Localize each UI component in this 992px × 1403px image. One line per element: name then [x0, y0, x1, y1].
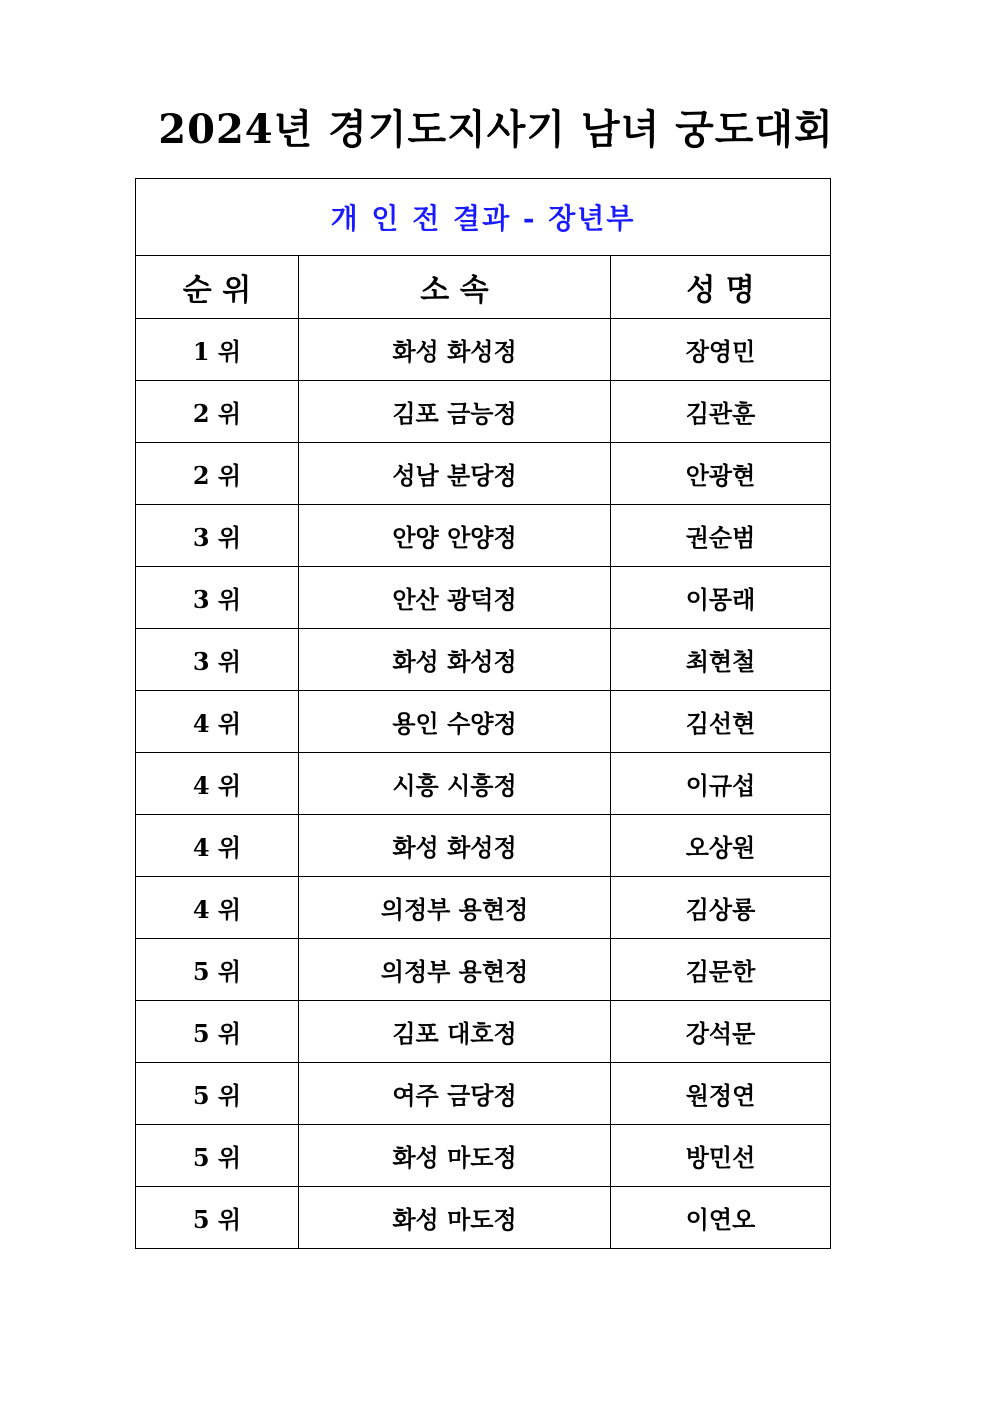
name-cell: 강석문	[611, 1001, 831, 1063]
rank-cell: 5 위	[136, 1187, 299, 1249]
affiliation-cell: 화성 화성정	[299, 629, 611, 691]
affiliation-cell: 여주 금당정	[299, 1063, 611, 1125]
name-cell: 장영민	[611, 319, 831, 381]
affiliation-cell: 용인 수양정	[299, 691, 611, 753]
name-cell: 권순범	[611, 505, 831, 567]
table-row	[136, 1187, 831, 1249]
name-cell: 김관훈	[611, 381, 831, 443]
name-cell: 원정연	[611, 1063, 831, 1125]
rank-cell: 3 위	[136, 567, 299, 629]
table-row	[136, 815, 831, 877]
rank-cell: 2 위	[136, 381, 299, 443]
rank-cell: 4 위	[136, 691, 299, 753]
header-affiliation: 소 속	[299, 256, 611, 319]
rank-cell: 5 위	[136, 1063, 299, 1125]
name-cell: 김문한	[611, 939, 831, 1001]
affiliation-cell: 성남 분당정	[299, 443, 611, 505]
table-row	[136, 691, 831, 753]
affiliation-cell: 김포 대호정	[299, 1001, 611, 1063]
name-cell: 최현철	[611, 629, 831, 691]
affiliation-cell: 안산 광덕정	[299, 567, 611, 629]
name-cell: 오상원	[611, 815, 831, 877]
table-row	[136, 877, 831, 939]
results-table	[135, 178, 831, 1249]
name-cell: 이규섭	[611, 753, 831, 815]
table-header-row	[136, 256, 831, 319]
name-cell: 이몽래	[611, 567, 831, 629]
name-cell: 이연오	[611, 1187, 831, 1249]
affiliation-cell: 화성 마도정	[299, 1125, 611, 1187]
table-caption-row	[136, 179, 831, 256]
table-row	[136, 381, 831, 443]
name-cell: 김선현	[611, 691, 831, 753]
affiliation-cell: 화성 화성정	[299, 815, 611, 877]
table-row	[136, 1125, 831, 1187]
affiliation-cell: 화성 마도정	[299, 1187, 611, 1249]
rank-cell: 2 위	[136, 443, 299, 505]
rank-cell: 3 위	[136, 629, 299, 691]
table-row	[136, 443, 831, 505]
name-cell: 김상룡	[611, 877, 831, 939]
table-row	[136, 753, 831, 815]
table-row	[136, 567, 831, 629]
rank-cell: 5 위	[136, 1125, 299, 1187]
affiliation-cell: 김포 금능정	[299, 381, 611, 443]
rank-cell: 5 위	[136, 1001, 299, 1063]
affiliation-cell: 의정부 용현정	[299, 939, 611, 1001]
table-row	[136, 629, 831, 691]
affiliation-cell: 시흥 시흥정	[299, 753, 611, 815]
table-row	[136, 1001, 831, 1063]
rank-cell: 3 위	[136, 505, 299, 567]
table-row	[136, 505, 831, 567]
affiliation-cell: 의정부 용현정	[299, 877, 611, 939]
table-row	[136, 1063, 831, 1125]
rank-cell: 4 위	[136, 753, 299, 815]
rank-cell: 1 위	[136, 319, 299, 381]
name-cell: 방민선	[611, 1125, 831, 1187]
page-title: 2024년 경기도지사기 남녀 궁도대회	[158, 106, 834, 153]
rank-cell: 4 위	[136, 877, 299, 939]
affiliation-cell: 화성 화성정	[299, 319, 611, 381]
affiliation-cell: 안양 안양정	[299, 505, 611, 567]
rank-cell: 5 위	[136, 939, 299, 1001]
header-name: 성 명	[611, 256, 831, 319]
name-cell: 안광현	[611, 443, 831, 505]
table-caption: 개 인 전 결과 - 장년부	[136, 179, 831, 256]
table-row	[136, 319, 831, 381]
rank-cell: 4 위	[136, 815, 299, 877]
table-row	[136, 939, 831, 1001]
header-rank: 순 위	[136, 256, 299, 319]
